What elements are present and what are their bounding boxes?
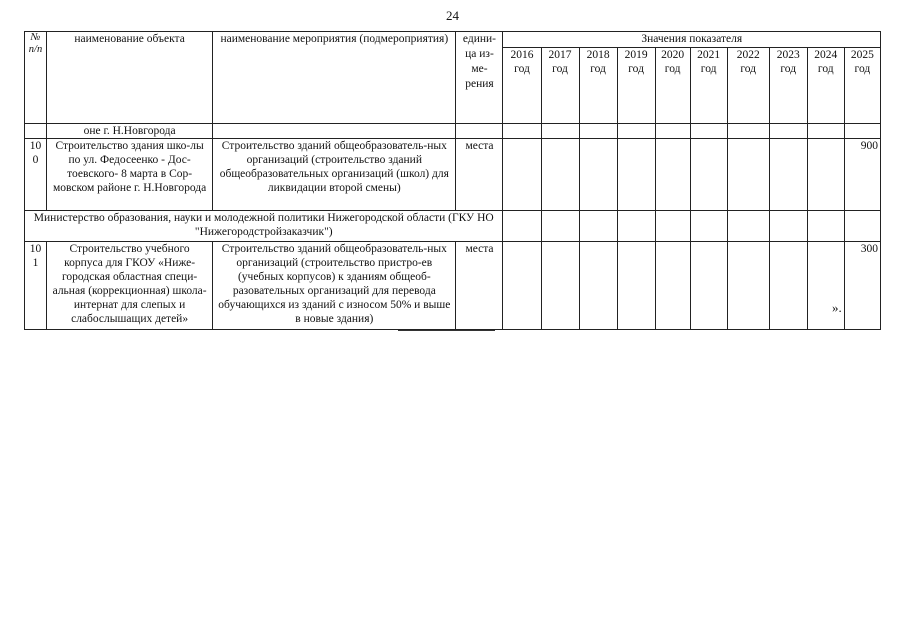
section-row [25, 211, 881, 242]
header-year: 2019 год [617, 48, 655, 124]
header-year: 2023 год [769, 48, 807, 124]
header-measure-name: наименование мероприятия (подмероприятия) [213, 32, 456, 124]
continuation-cell: оне г. Н.Новгорода [47, 124, 213, 139]
value-2025-cell: 900 [844, 139, 880, 211]
header-year: 2024 год [807, 48, 844, 124]
value-2025-cell: 300 [844, 242, 880, 330]
page-number: 24 [446, 8, 459, 23]
table-row [25, 242, 881, 330]
indicator-table [24, 31, 881, 330]
row-number: 10 1 [25, 242, 47, 330]
header-year: 2025 год [844, 48, 880, 124]
closing-quote-mark: ». [832, 300, 842, 315]
measure-name-cell: Строительство зданий общеобразователь-ных организаций (строительство зданий общеобразовательных организаций (школ) для ликвидации второй смены) [213, 139, 456, 211]
header-year: 2020 год [655, 48, 690, 124]
header-values-group: Значения показателя [503, 32, 881, 48]
header-object-name: наименование объекта [47, 32, 213, 124]
object-name-cell: Строительство учебного корпуса для ГКОУ «Ниже-городская областная специ-альная (коррекционная) школа-интернат для слепых и слабослышащих детей» [47, 242, 213, 330]
row-number: 10 0 [25, 139, 47, 211]
header-num: № п/п [25, 32, 47, 124]
header-year: 2022 год [727, 48, 769, 124]
unit-cell: места [456, 139, 503, 211]
measure-name-cell: Строительство зданий общеобразователь-ных организаций (строительство пристро-ев (учебных корпусов) к зданиям общеоб-разовательных организаций для перевода обучающихся из зданий с износом 50% и выше в новые здания) [213, 242, 456, 330]
header-year: 2018 год [579, 48, 617, 124]
header-year: 2017 год [541, 48, 579, 124]
section-heading: Министерство образования, науки и молодежной политики Нижегородской области (ГКУ НО "Нижегородстройзаказчик") [25, 211, 503, 242]
header-year: 2021 год [690, 48, 727, 124]
table-row [25, 139, 881, 211]
divider-line [398, 330, 495, 331]
table-row [25, 124, 881, 139]
object-name-cell: Строительство здания шко-лы по ул. Федосеенко - Дос-тоевского- 8 марта в Сор-мовском районе г. Н.Новгорода [47, 139, 213, 211]
unit-cell: места [456, 242, 503, 330]
header-year: 2016 год [503, 48, 541, 124]
header-unit: едини-ца из-ме-рения [456, 32, 503, 124]
